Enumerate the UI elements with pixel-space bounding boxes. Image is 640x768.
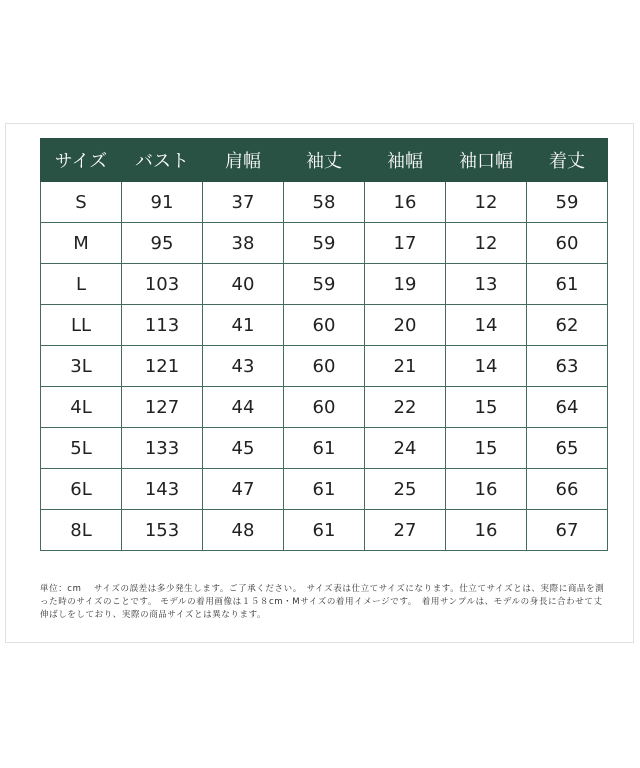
table-cell: 37: [203, 182, 284, 223]
table-cell: 153: [122, 510, 203, 551]
table-cell: 61: [284, 428, 365, 469]
header-bust: バスト: [122, 139, 203, 182]
table-cell: 25: [365, 469, 446, 510]
table-cell: 113: [122, 305, 203, 346]
table-cell: 62: [527, 305, 608, 346]
table-cell: 14: [446, 346, 527, 387]
table-cell: 43: [203, 346, 284, 387]
header-shoulder-width: 肩幅: [203, 139, 284, 182]
table-cell: 15: [446, 387, 527, 428]
table-cell: 61: [527, 264, 608, 305]
size-label-cell: S: [41, 182, 122, 223]
table-cell: 44: [203, 387, 284, 428]
table-cell: 65: [527, 428, 608, 469]
table-cell: 19: [365, 264, 446, 305]
table-cell: 40: [203, 264, 284, 305]
table-cell: 38: [203, 223, 284, 264]
table-cell: 59: [527, 182, 608, 223]
table-cell: 12: [446, 182, 527, 223]
size-label-cell: 4L: [41, 387, 122, 428]
table-cell: 60: [527, 223, 608, 264]
table-cell: 61: [284, 510, 365, 551]
table-cell: 16: [365, 182, 446, 223]
size-label-cell: 3L: [41, 346, 122, 387]
table-cell: 60: [284, 305, 365, 346]
header-sleeve-length: 袖丈: [284, 139, 365, 182]
table-cell: 60: [284, 346, 365, 387]
table-cell: 59: [284, 264, 365, 305]
table-cell: 20: [365, 305, 446, 346]
size-label-cell: M: [41, 223, 122, 264]
table-cell: 103: [122, 264, 203, 305]
table-cell: 16: [446, 510, 527, 551]
table-cell: 59: [284, 223, 365, 264]
table-cell: 91: [122, 182, 203, 223]
table-cell: 27: [365, 510, 446, 551]
table-row: [41, 387, 608, 428]
table-cell: 22: [365, 387, 446, 428]
table-cell: 121: [122, 346, 203, 387]
table-row: [41, 510, 608, 551]
size-label-cell: LL: [41, 305, 122, 346]
table-cell: 21: [365, 346, 446, 387]
table-row: [41, 223, 608, 264]
table-cell: 17: [365, 223, 446, 264]
table-cell: 95: [122, 223, 203, 264]
table-cell: 45: [203, 428, 284, 469]
table-cell: 47: [203, 469, 284, 510]
table-cell: 24: [365, 428, 446, 469]
table-cell: 14: [446, 305, 527, 346]
table-row: [41, 264, 608, 305]
table-row: [41, 469, 608, 510]
size-label-cell: 6L: [41, 469, 122, 510]
size-chart-table: [40, 138, 608, 551]
table-cell: 61: [284, 469, 365, 510]
table-row: [41, 346, 608, 387]
header-cuff-width: 袖口幅: [446, 139, 527, 182]
table-header-row: [41, 139, 608, 182]
table-cell: 66: [527, 469, 608, 510]
table-cell: 58: [284, 182, 365, 223]
table-cell: 12: [446, 223, 527, 264]
table-row: [41, 428, 608, 469]
table-cell: 15: [446, 428, 527, 469]
table-cell: 63: [527, 346, 608, 387]
header-sleeve-width: 袖幅: [365, 139, 446, 182]
size-label-cell: 8L: [41, 510, 122, 551]
table-cell: 67: [527, 510, 608, 551]
table-cell: 133: [122, 428, 203, 469]
size-label-cell: L: [41, 264, 122, 305]
table-cell: 64: [527, 387, 608, 428]
header-body-length: 着丈: [527, 139, 608, 182]
table-cell: 143: [122, 469, 203, 510]
header-size: サイズ: [41, 139, 122, 182]
table-cell: 127: [122, 387, 203, 428]
table-cell: 60: [284, 387, 365, 428]
table-row: [41, 305, 608, 346]
table-cell: 41: [203, 305, 284, 346]
table-cell: 13: [446, 264, 527, 305]
table-body: [41, 182, 608, 551]
size-note: 単位：cm サイズの誤差は多少発生します。ご了承ください。 サイズ表は仕立てサイズになります。仕立てサイズとは、実際に商品を測った時のサイズのことです。 モデルの着用画像は１５８cm・Mサイズの着用イメージです。 着用サンプルは、モデルの身長に合わせて丈伸ばしをしており、実際の商品サイズとは異なります。: [40, 584, 605, 620]
table-row: [41, 182, 608, 223]
size-label-cell: 5L: [41, 428, 122, 469]
table-cell: 16: [446, 469, 527, 510]
table-cell: 48: [203, 510, 284, 551]
